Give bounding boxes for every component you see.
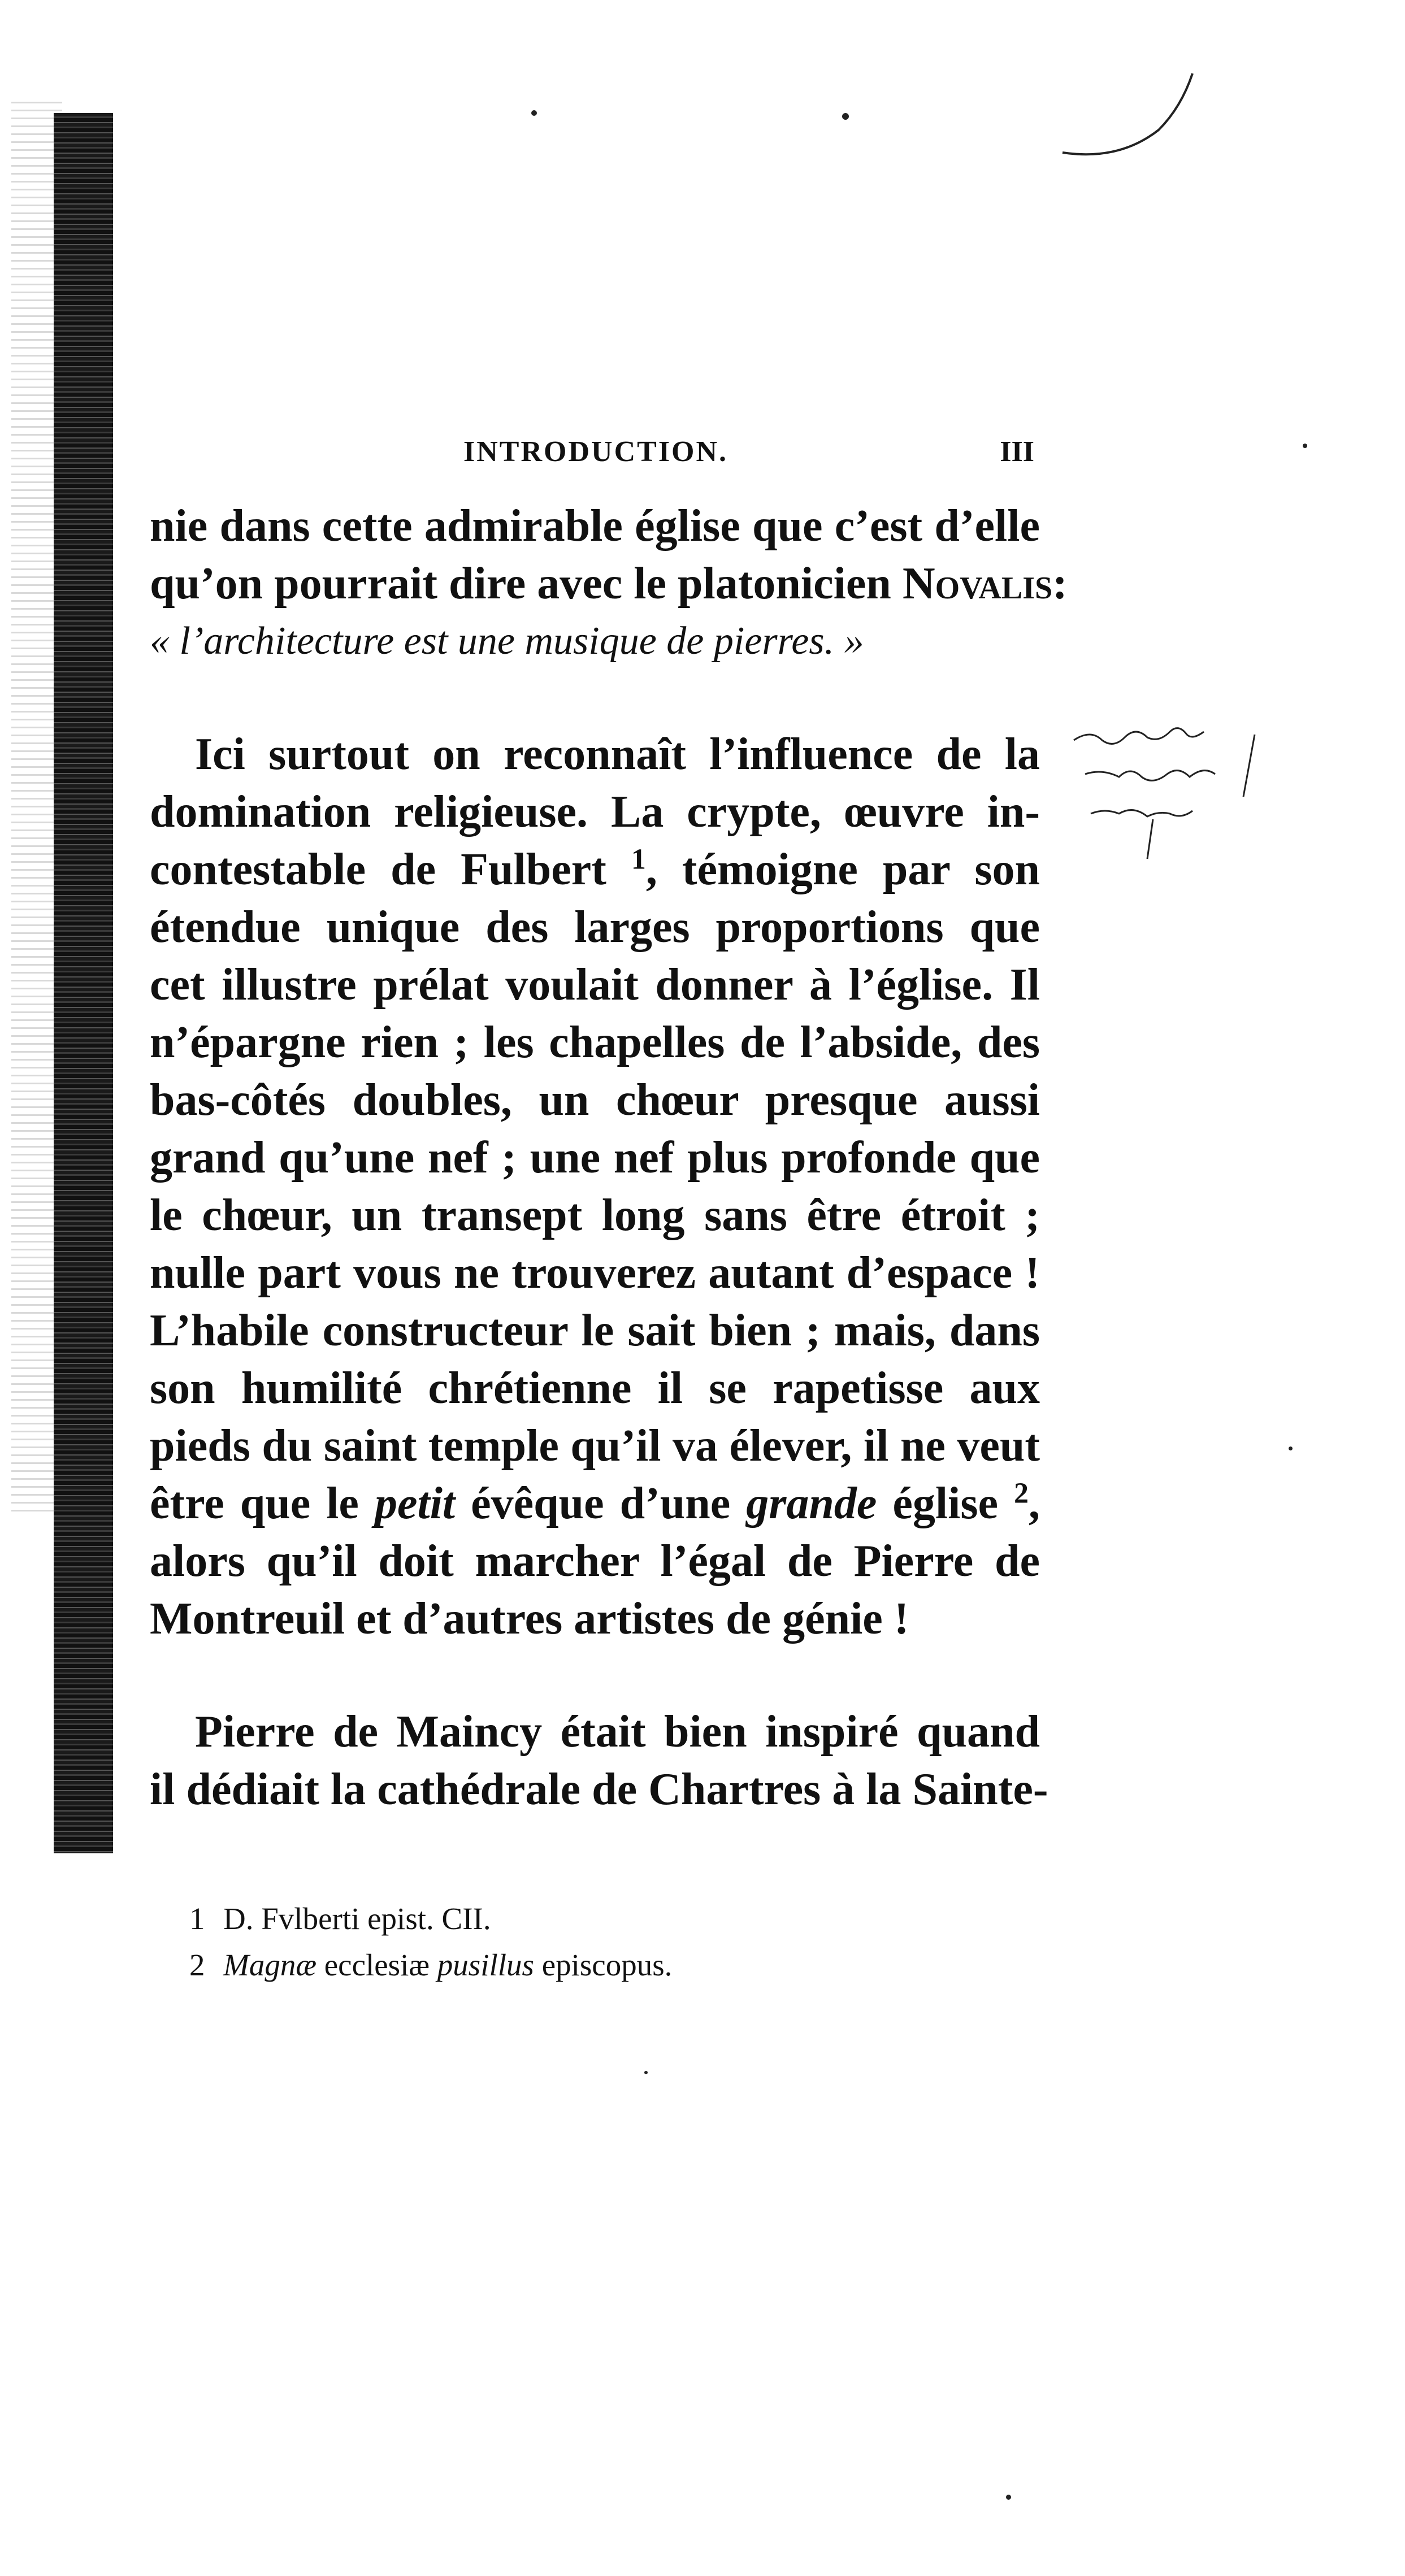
text-line: son humilité chrétienne il se rapetisse aux bbox=[150, 1363, 1040, 1413]
text-line: pieds du saint temple qu’il va élever, il ne veut bbox=[150, 1421, 1040, 1471]
running-head: INTRODUCTION. bbox=[463, 436, 728, 468]
main-text bbox=[150, 497, 1068, 1818]
footnotes bbox=[189, 1896, 924, 1988]
text-line: L’habile constructeur le sait bien ; mais, dans bbox=[150, 1306, 1040, 1356]
footnote-ref: 1 bbox=[631, 843, 646, 876]
text-line: il dédiait la cathédrale de Chartres à la Sainte- bbox=[150, 1765, 1048, 1814]
text-line: n’épargne rien ; les chapelles de l’abside, des bbox=[150, 1018, 1040, 1067]
scan-speck bbox=[842, 113, 849, 120]
text-line: nie dans cette admirable église que c’est d’elle bbox=[150, 501, 1040, 551]
text-line: grand qu’une nef ; une nef plus profonde que bbox=[150, 1133, 1040, 1183]
text-line: bas-côtés doubles, un chœur presque aussi bbox=[150, 1075, 1040, 1125]
text-line: Montreuil et d’autres artistes de génie ! bbox=[150, 1594, 909, 1644]
quotation: « l’architecture est une musique de pierres. » bbox=[150, 619, 864, 663]
text-line: alors qu’il doit marcher l’égal de Pierre de bbox=[150, 1536, 1040, 1586]
text-line: le chœur, un transept long sans être étroit ; bbox=[150, 1191, 1040, 1240]
text-line: Pierre de Maincy était bien inspiré quand bbox=[195, 1707, 1040, 1757]
scan-speck bbox=[1289, 1446, 1293, 1450]
scan-speck bbox=[531, 110, 537, 116]
text-line: être que le petit évêque d’une grande église $^2$, bbox=[150, 1477, 1040, 1528]
text-line: Ici surtout on reconnaît l’influence de la bbox=[195, 729, 1040, 779]
text-line: étendue unique des larges proportions que bbox=[150, 902, 1040, 952]
handwritten-mark bbox=[1051, 62, 1221, 186]
scan-speck bbox=[1303, 444, 1307, 448]
footnote-ref: 2 bbox=[1013, 1477, 1029, 1510]
scan-speck bbox=[1006, 2495, 1011, 2500]
footnote: 2 Magnæ ecclesiæ pusillus episcopus. bbox=[189, 1948, 673, 1982]
scan-speck bbox=[644, 2071, 648, 2074]
page-header bbox=[153, 435, 1034, 475]
page-binding-edge bbox=[54, 113, 113, 1853]
page-number: III bbox=[1000, 436, 1034, 468]
text-line: cet illustre prélat voulait donner à l’église. Il bbox=[150, 960, 1040, 1010]
text-line: contestable de Fulbert $^1$, témoigne par son bbox=[150, 843, 1040, 894]
text-line: domination religieuse. La crypte, œuvre in- bbox=[150, 787, 1040, 837]
handwritten-margin-note bbox=[1068, 695, 1351, 865]
author-name: Novalis: bbox=[902, 559, 1068, 609]
text-line: qu’on pourrait dire avec le platonicien Novalis: bbox=[150, 559, 1068, 609]
footnote: 1 D. Fvlberti epist. CII. bbox=[189, 1901, 491, 1936]
text-line: nulle part vous ne trouverez autant d’espace ! bbox=[150, 1248, 1040, 1298]
